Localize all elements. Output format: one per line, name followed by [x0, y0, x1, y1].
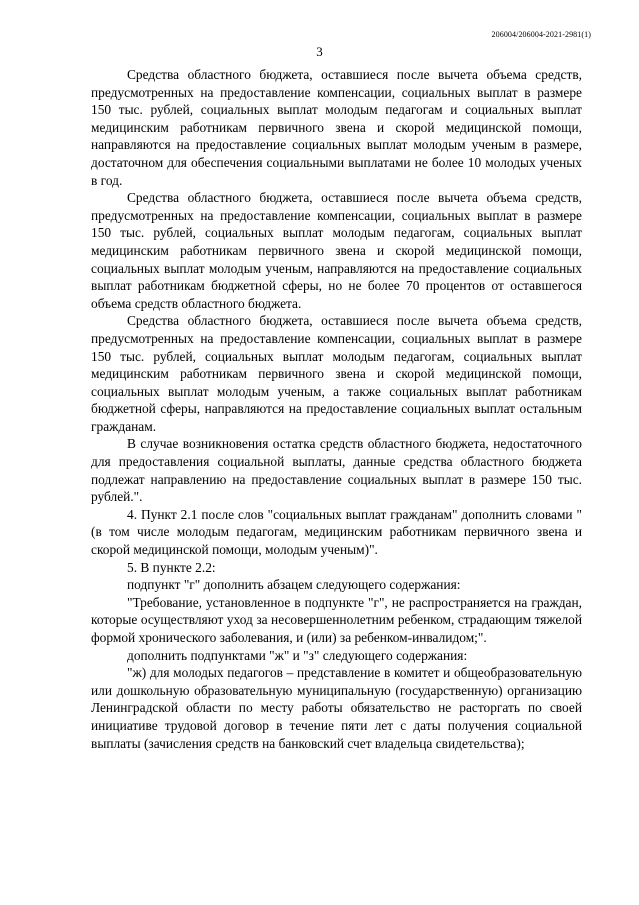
- paragraph-remaining-funds-young-scientists: Средства областного бюджета, оставшиеся после вычета объема средств, предусмотренных на предоставление компенсации, социальных выплат в размере 150 тыс. рублей, социальных выплат молодым педагогам и социальных выплат медицинским работникам первичного звена и скорой медицинской помощи, направляются на предоставление социальных выплат молодым ученым в размере, достаточном для обеспечения социальными выплатами не более 10 молодых ученых в год.: [91, 67, 582, 188]
- paragraph-remaining-funds-public-sector: Средства областного бюджета, оставшиеся после вычета объема средств, предусмотренных на предоставление компенсации, социальных выплат в размере 150 тыс. рублей, социальных выплат молодым педагогам, социальных выплат медицинским работникам первичного звена и скорой медицинской помощи, социальных выплат молодым ученым, направляются на предоставление социальных выплат работникам бюджетной сферы, но не более 70 процентов от оставшегося объема средств областного бюджета.: [91, 190, 582, 311]
- paragraph-item-5: 5. В пункте 2.2:: [127, 559, 216, 575]
- document-body: [91, 66, 582, 752]
- paragraph-residual-funds: В случае возникновения остатка средств областного бюджета, недостаточного для предоставления социальной выплаты, данные средства областного бюджета подлежат направлению на предоставление социальных выплат в размере 150 тыс. рублей.".: [91, 436, 582, 505]
- paragraph-subitem-g: подпункт "г" дополнить абзацем следующего содержания:: [127, 577, 461, 593]
- paragraph-requirement-quote: "Требование, установленное в подпункте "г", не распространяется на граждан, которые осуществляют уход за несовершеннолетним ребенком, страдающим тяжелой формой хронического заболевания, и (или) за ребенком-инвалидом;".: [91, 594, 582, 645]
- document-id: 206004/206004-2021-2981(1): [491, 30, 591, 39]
- page-number: 3: [316, 44, 323, 59]
- paragraph-remaining-funds-other-citizens: Средства областного бюджета, оставшиеся после вычета объема средств, предусмотренных на предоставление компенсации, социальных выплат в размере 150 тыс. рублей, социальных выплат молодым педагогам, социальных выплат медицинским работникам первичного звена и скорой медицинской помощи, социальных выплат молодым ученым, а также социальных выплат работникам бюджетной сферы, направляются на предоставление социальных выплат остальным гражданам.: [91, 313, 582, 434]
- paragraph-subitem-zh: "ж) для молодых педагогов – представление в комитет и общеобразовательную или дошкольную образовательную муниципальную (государственную) организацию Ленинградской области по месту работы обязательство не расторгать по своей инициативе трудовой договор в течение пяти лет с даты получения социальной выплаты (зачисления средств на банковский счет владельца свидетельства);: [91, 665, 582, 751]
- paragraph-item-4: 4. Пункт 2.1 после слов "социальных выплат гражданам" дополнить словами "(в том числе молодым педагогам, медицинским работникам первичного звена и скорой медицинской помощи, молодым ученым)".: [91, 506, 582, 558]
- paragraph-add-subitems: дополнить подпунктами "ж" и "з" следующего содержания:: [127, 647, 468, 663]
